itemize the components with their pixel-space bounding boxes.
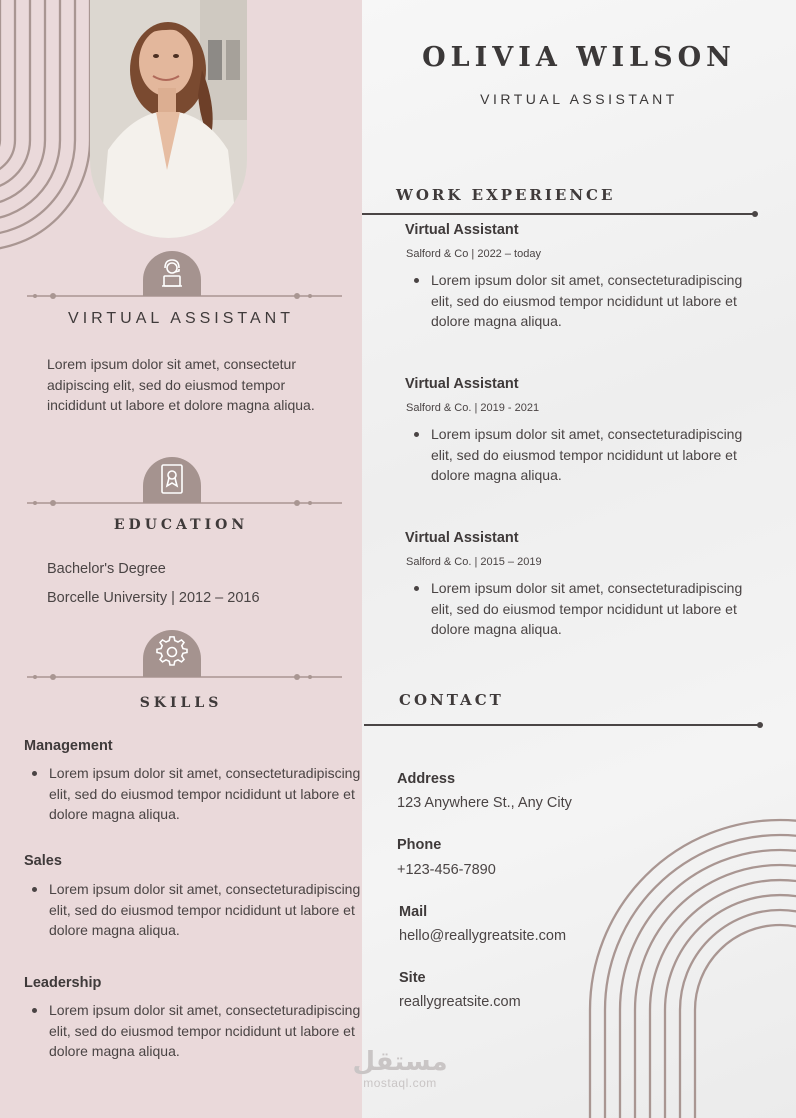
job-title: Virtual Assistant: [405, 376, 519, 392]
skill-title: Leadership: [24, 975, 102, 991]
about-text: Lorem ipsum dolor sit amet, consectetur adipiscing elit, sed do eiusmod tempor incididunt ut labore et dolore magna aliqua.: [47, 356, 315, 413]
contact-label-mail: Mail: [399, 904, 428, 920]
watermark-latin: mostaql.com: [363, 1076, 437, 1090]
candidate-role: VIRTUAL ASSISTANT: [480, 91, 678, 107]
contact-mail[interactable]: hello@reallygreatsite.com: [399, 928, 567, 944]
education-heading: EDUCATION: [113, 517, 249, 533]
contact-label-site: Site: [399, 970, 426, 986]
job-description: Lorem ipsum dolor sit amet, consecteturadipiscing elit, sed do eiusmod tempor ncididunt ut labore et dolore magna aliqua.: [431, 424, 761, 486]
education-school: Borcelle University | 2012 – 2016: [47, 590, 260, 606]
contact-address: 123 Anywhere St., Any City: [397, 795, 572, 811]
job-meta: Salford & Co | 2022 – today: [406, 248, 541, 260]
work-heading: WORK EXPERIENCE: [396, 186, 616, 204]
job-meta: Salford & Co. | 2015 – 2019: [406, 556, 542, 568]
work-heading-rule: [362, 213, 755, 215]
about-heading: VIRTUAL ASSISTANT: [68, 310, 294, 327]
job-description: Lorem ipsum dolor sit amet, consecteturadipiscing elit, sed do eiusmod tempor ncididunt ut labore et dolore magna aliqua.: [431, 578, 761, 640]
job-description: Lorem ipsum dolor sit amet, consecteturadipiscing elit, sed do eiusmod tempor ncididunt ut labore et dolore magna aliqua.: [431, 270, 761, 332]
skill-title: Sales: [24, 853, 62, 869]
contact-label-address: Address: [397, 771, 456, 787]
support-agent-icon: [143, 251, 201, 295]
watermark-arabic: مستقل: [352, 1047, 448, 1077]
certificate-icon: [143, 457, 201, 501]
watermark: [350, 1048, 450, 1090]
skill-description: Lorem ipsum dolor sit amet, consecteturadipiscing elit, sed do eiusmod tempor ncididunt ut labore et dolore magna aliqua.: [49, 763, 362, 825]
skill-description: Lorem ipsum dolor sit amet, consecteturadipiscing elit, sed do eiusmod tempor ncididunt ut labore et dolore magna aliqua.: [49, 879, 362, 941]
skills-heading: SKILLS: [139, 695, 223, 711]
skill-description: Lorem ipsum dolor sit amet, consecteturadipiscing elit, sed do eiusmod tempor ncididunt ut labore et dolore magna aliqua.: [49, 1000, 362, 1062]
decorative-arcs-bottom-right: [580, 810, 796, 1118]
skill-title: Management: [24, 738, 113, 754]
job-title: Virtual Assistant: [405, 530, 519, 546]
sidebar: [0, 0, 362, 1118]
contact-heading-rule: [364, 724, 760, 726]
divider-ornament: [27, 290, 342, 302]
contact-heading: CONTACT: [399, 691, 504, 709]
divider-ornament: [27, 671, 342, 683]
divider-ornament: [27, 497, 342, 509]
education-degree: Bachelor's Degree: [47, 561, 166, 577]
contact-label-phone: Phone: [397, 837, 442, 853]
job-meta: Salford & Co. | 2019 - 2021: [406, 402, 540, 414]
candidate-name: OLIVIA WILSON: [422, 42, 736, 73]
profile-photo: [90, 0, 247, 238]
contact-site[interactable]: reallygreatsite.com: [399, 994, 521, 1010]
contact-phone: +123-456-7890: [397, 862, 496, 878]
job-title: Virtual Assistant: [405, 222, 519, 238]
gear-icon: [143, 630, 201, 674]
